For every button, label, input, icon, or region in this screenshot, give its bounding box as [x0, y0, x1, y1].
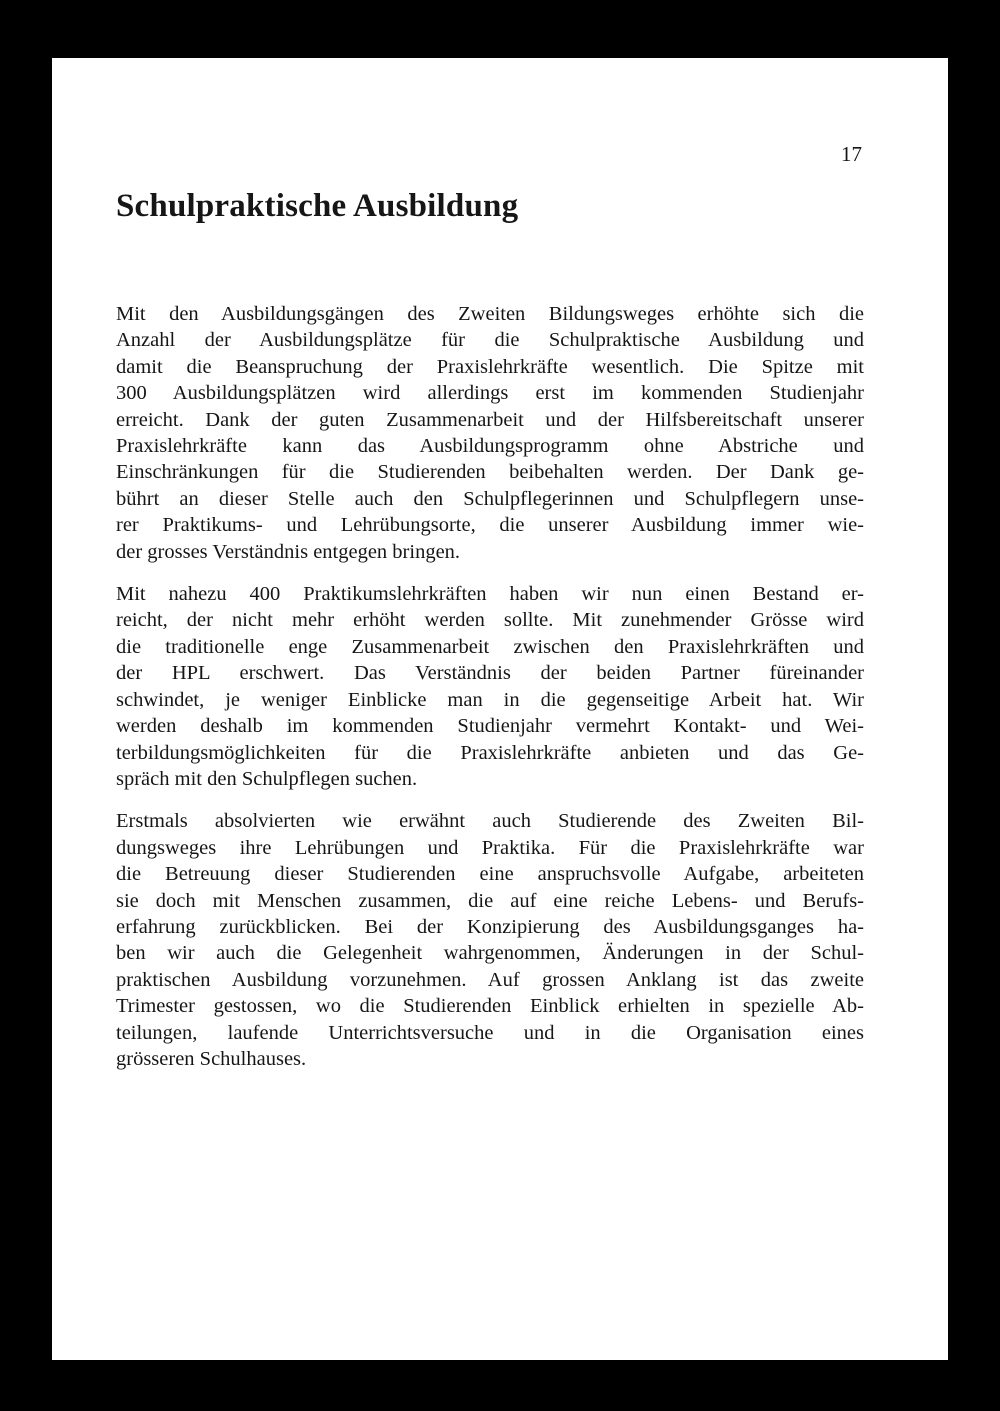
paragraph [116, 301, 864, 565]
text-line: sie doch mit Menschen zusammen, die auf eine reiche Lebens- und Berufs- [116, 889, 864, 912]
text-line: der grosses Verständnis entgegen bringen. [116, 540, 461, 563]
page-title: Schulpraktische Ausbildung [116, 188, 519, 224]
text-line: reicht, der nicht mehr erhöht werden sollte. Mit zunehmender Grösse wird [116, 609, 864, 632]
page-number: 17 [841, 142, 862, 166]
text-line: 300 Ausbildungsplätzen wird allerdings erst im kommenden Studienjahr [116, 382, 864, 405]
text-line: Praxislehrkräfte kann das Ausbildungsprogramm ohne Abstriche und [116, 435, 864, 458]
document-page [52, 58, 948, 1360]
body-text [116, 301, 864, 1088]
text-line: dungsweges ihre Lehrübungen und Praktika. Für die Praxislehrkräfte war [116, 836, 864, 859]
text-line: der HPL erschwert. Das Verständnis der beiden Partner füreinander [116, 662, 864, 685]
text-line: damit die Beanspruchung der Praxislehrkräfte wesentlich. Die Spitze mit [116, 355, 864, 378]
text-line: Trimester gestossen, wo die Studierenden Einblick erhielten in spezielle Ab- [116, 995, 864, 1018]
text-line: Mit nahezu 400 Praktikumslehrkräften haben wir nun einen Bestand er- [116, 583, 864, 606]
text-line: werden deshalb im kommenden Studienjahr vermehrt Kontakt- und Wei- [116, 715, 864, 738]
text-line: Erstmals absolvierten wie erwähnt auch Studierende des Zweiten Bil- [116, 810, 864, 833]
text-line: die Betreuung dieser Studierenden eine anspruchsvolle Aufgabe, arbeiteten [116, 863, 864, 886]
text-line: die traditionelle enge Zusammenarbeit zwischen den Praxislehrkräften und [116, 635, 864, 658]
text-line: teilungen, laufende Unterrichtsversuche und in die Organisation eines [116, 1021, 864, 1044]
text-line: spräch mit den Schulpflegen suchen. [116, 767, 418, 790]
text-line: Anzahl der Ausbildungsplätze für die Schulpraktische Ausbildung und [116, 329, 864, 352]
text-line: bührt an dieser Stelle auch den Schulpflegerinnen und Schulpflegern unse- [116, 487, 864, 510]
text-line: Einschränkungen für die Studierenden beibehalten werden. Der Dank ge- [116, 461, 864, 484]
paragraph [116, 581, 864, 792]
text-line: Mit den Ausbildungsgängen des Zweiten Bildungsweges erhöhte sich die [116, 303, 864, 325]
text-line: praktischen Ausbildung vorzunehmen. Auf grossen Anklang ist das zweite [116, 968, 864, 991]
text-line: erfahrung zurückblicken. Bei der Konzipierung des Ausbildungsganges ha- [116, 915, 864, 938]
text-line: terbildungsmöglichkeiten für die Praxislehrkräfte anbieten und das Ge- [116, 741, 864, 764]
text-line: rer Praktikums- und Lehrübungsorte, die unserer Ausbildung immer wie- [116, 514, 864, 537]
text-line: ben wir auch die Gelegenheit wahrgenommen, Änderungen in der Schul- [116, 942, 864, 965]
text-line: erreicht. Dank der guten Zusammenarbeit und der Hilfsbereitschaft unserer [116, 408, 864, 431]
text-line: schwindet, je weniger Einblicke man in die gegenseitige Arbeit hat. Wir [116, 688, 864, 711]
paragraph [116, 808, 864, 1072]
text-line: grösseren Schulhauses. [116, 1047, 307, 1070]
